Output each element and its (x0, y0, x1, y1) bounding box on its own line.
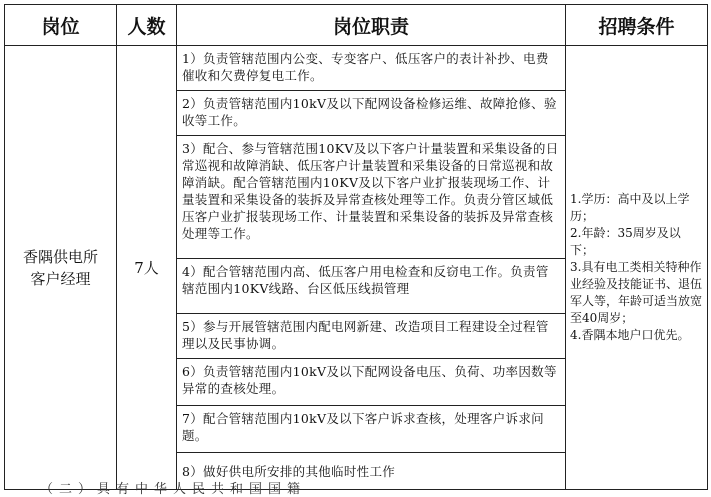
duty-item-8: 8）做好供电所安排的其他临时性工作 (182, 464, 396, 479)
header-count: 人数 (117, 5, 177, 46)
duty-item-6: 6）负责管辖范围内10kV及以下配网设备电压、负荷、功率因数等异常的查核处理。 (177, 359, 565, 406)
requirement-item-2: 2.年龄：35周岁及以下； (570, 226, 681, 257)
header-post: 岗位 (5, 5, 117, 46)
duty-item-5: 5）参与开展管辖范围内配电网新建、改造项目工程建设全过程管理以及民事协调。 (177, 314, 565, 359)
duty-item-3: 3）配合、参与管辖范围10KV及以下客户计量装置和采集设备的日常巡视和故障消缺、低压客户计量装置和采集设备的日常巡视和故障消缺。配合管辖范围内10KV及以下客户业扩报装现场工作、计量装置和采集设备的装拆及异常查核处理等工作。负责分管区域低压客户业扩报装现场工作、计量装置和采集设备的装拆及异常查核处理等工作。 (177, 136, 565, 259)
header-duties: 岗位职责 (177, 5, 566, 46)
duty-item-4: 4）配合管辖范围内高、低压客户用电检查和反窃电工作。负责管辖范围内10KV线路、台区低压线损管理 (177, 259, 565, 314)
footer-text: （二）具有中华人民共和国国籍 (40, 482, 307, 497)
duty-item-1: 1）负责管辖范围内公变、专变客户、低压客户的表计补抄、电费催收和欠费停复电工作。 (177, 46, 565, 91)
duty-item-7: 7）配合管辖范围内10kV及以下客户诉求查核，处理客户诉求问题。 (177, 406, 565, 453)
header-requirements: 招聘条件 (566, 5, 708, 46)
requirement-item-4: 4.香隅本地户口优先。 (570, 328, 690, 342)
requirements-list (566, 191, 707, 344)
duty-list (177, 46, 565, 489)
table-header-row (5, 5, 708, 46)
requirement-item-1: 1.学历：高中及以上学历； (570, 192, 690, 223)
count-cell: 7人 (117, 46, 177, 490)
duties-cell (177, 46, 566, 490)
table-row (5, 46, 708, 490)
requirement-item-3: 3.具有电工类相关特种作业经验及技能证书、退伍军人等，年龄可适当放宽至40周岁； (570, 260, 703, 325)
post-name: 香隅供电所客户经理 (22, 247, 98, 288)
job-table (4, 4, 708, 490)
duty-item-2: 2）负责管辖范围内10kV及以下配网设备检修运维、故障抢修、验收等工作。 (177, 91, 565, 136)
requirements-cell (566, 46, 708, 490)
post-cell (5, 46, 117, 490)
